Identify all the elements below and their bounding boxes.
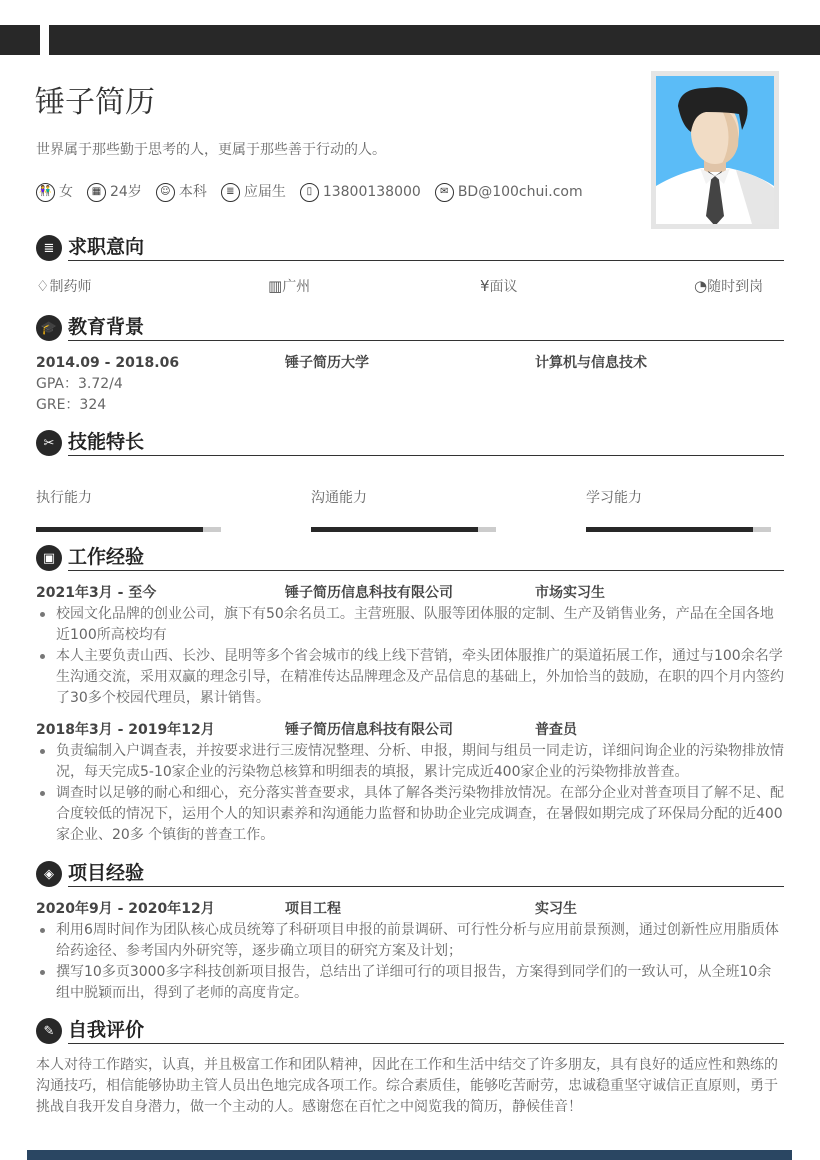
graduation-cap-icon: 🎓 [36,315,62,341]
building-icon: ▥ [268,277,283,295]
work-period: 2018年3月 - 2019年12月 [36,722,215,738]
clock-icon: ◔ [694,277,708,295]
info-item [221,181,286,203]
skill-bar [311,527,496,532]
intent-text: 制药师 [49,279,92,295]
edu-major: 计算机与信息技术 [535,355,647,371]
skill-bar [586,527,771,532]
edu-school: 锤子简历大学 [285,355,369,371]
work-entry-header [36,719,784,741]
skill-bar-fill [36,527,203,532]
gender-icon: 👫 [36,183,55,202]
section-job-intent [36,234,784,298]
info-item [87,181,142,203]
calendar-icon: ▦ [87,183,106,202]
info-text: 24岁 [110,184,142,200]
document-icon: ≣ [221,183,240,202]
work-company: 锤子简历信息科技有限公司 [285,722,453,738]
intent-item [480,276,518,296]
skill-label: 执行能力 [36,490,92,506]
section-title: 求职意向 [68,236,145,258]
section-title: 技能特长 [68,431,145,453]
divider [68,570,784,571]
info-item [36,181,73,203]
divider [68,340,784,341]
motto: 世界属于那些勤于思考的人，更属于那些善于行动的人。 [36,142,386,158]
resume-name: 锤子简历 [35,85,155,120]
work-company: 锤子简历信息科技有限公司 [285,585,453,601]
profile-photo [651,71,779,229]
briefcase-icon: ▣ [36,545,62,571]
skill-bar-fill [311,527,478,532]
skill-label: 沟通能力 [311,490,367,506]
info-item [300,181,421,203]
yen-icon: ¥ [480,277,490,295]
user-edit-icon: ✎ [36,1018,62,1044]
intent-text: 随时到岗 [707,279,764,295]
tools-icon: ✂ [36,430,62,456]
section-skills [36,429,784,547]
section-education [36,314,784,416]
project-period: 2020年9月 - 2020年12月 [36,901,215,917]
work-bullets [36,741,784,846]
intent-item [36,276,91,296]
info-text: 应届生 [243,184,286,200]
work-bullet: 校园文化品牌的创业公司，旗下有50余名员工。主营班服、队服等团体服的定制、生产及销售业务，产品在全国各地近100所高校均有 [36,604,784,646]
section-projects [36,860,784,1004]
work-role: 普查员 [535,722,577,738]
self-eval-text: 本人对待工作踏实，认真，并且极富工作和团队精神，因此在工作和生活中结交了许多朋友，具有良好的适应性和熟练的沟通技巧，相信能够协助主管人员出色地完成各项工作。综合素质佳，能够吃苦耐劳，忠诚稳重坚守诚信正直原则，勇于挑战自我开发自身潜力，做一个主动的人。感谢您在百忙之中阅览我的简历，静候佳音！ [36,1057,778,1115]
intent-item [694,276,763,296]
personal-info [36,181,591,203]
skill-item [36,487,221,532]
info-item [435,181,583,203]
tie-icon: ♢ [36,277,50,295]
project-bullet: 撰写10多页3000多字科技创新项目报告，总结出了详细可行的项目报告，方案得到同学们的一致认可，从全班10余组中脱颖而出，得到了老师的高度肯定。 [36,962,784,1004]
edu-period: 2014.09 - 2018.06 [36,355,180,371]
edu-gpa: GPA：3.72/4 [36,376,123,392]
section-title: 项目经验 [68,862,145,884]
skill-item [586,487,771,532]
layers-icon: ◈ [36,861,62,887]
divider [68,886,784,887]
section-title: 自我评价 [68,1019,145,1041]
divider [68,455,784,456]
skill-item [311,487,496,532]
work-bullets [36,604,784,709]
project-bullet: 利用6周时间作为团队核心成员统筹了科研项目申报的前景调研、可行性分析与应用前景预测，通过创新性应用脂质体给药途径、参考国内外研究等，逐步确立项目的研究方案及计划； [36,920,784,962]
intent-text: 广州 [282,279,311,295]
info-text: BD@100chui.com [457,184,583,200]
clipboard-icon: ≣ [36,235,62,261]
section-title: 教育背景 [68,316,145,338]
divider [68,260,784,261]
footer-bar [27,1150,792,1160]
work-bullet: 本人主要负责山西、长沙、昆明等多个省会城市的线上线下营销，牵头团体服推广的渠道拓展工作，通过与100余名学生沟通交流，采用双赢的理念引导，在精准传达品牌理念及产品信息的基础上，外加恰当的鼓励，在职的四个月内签约了30多个校园代理员，累计销售。 [36,646,784,709]
info-text: 13800138000 [322,184,421,200]
divider [68,1043,784,1044]
section-title: 工作经验 [68,546,145,568]
intent-text: 面议 [489,279,518,295]
section-work [36,544,784,846]
intent-item [268,276,310,296]
skill-bar [36,527,221,532]
skill-label: 学习能力 [586,490,642,506]
info-item [156,181,207,203]
work-entry-header [36,582,784,604]
info-text: 女 [59,184,73,200]
work-period: 2021年3月 - 至今 [36,585,157,601]
top-bar [49,25,820,55]
skill-bar-fill [586,527,753,532]
info-text: 本科 [178,184,207,200]
work-bullet: 调查时以足够的耐心和细心，充分落实普查要求，具体了解各类污染物排放情况。在部分企业对普查项目了解不足、配合度较低的情况下，运用个人的知识素养和沟通能力监督和协助企业完成调查，在暑假如期完成了环保局分配的近400家企业、20多 个镇街的普查工作。 [36,783,784,846]
section-self-eval [36,1017,784,1118]
edu-gre: GRE：324 [36,397,107,413]
work-bullet: 负责编制入户调查表，并按要求进行三废情况整理、分析、申报，期间与组员一同走访，详细问询企业的污染物排放情况，每天完成5-10家企业的污染物总核算和明细表的填报，累计完成近400家企业的污染物排放普查。 [36,741,784,783]
phone-icon: ▯ [300,183,319,202]
project-role: 实习生 [535,901,577,917]
project-name: 项目工程 [285,901,341,917]
top-bar-left [0,25,40,55]
mail-icon: ✉ [435,183,454,202]
work-role: 市场实习生 [535,585,605,601]
education-icon: ☺ [156,183,175,202]
